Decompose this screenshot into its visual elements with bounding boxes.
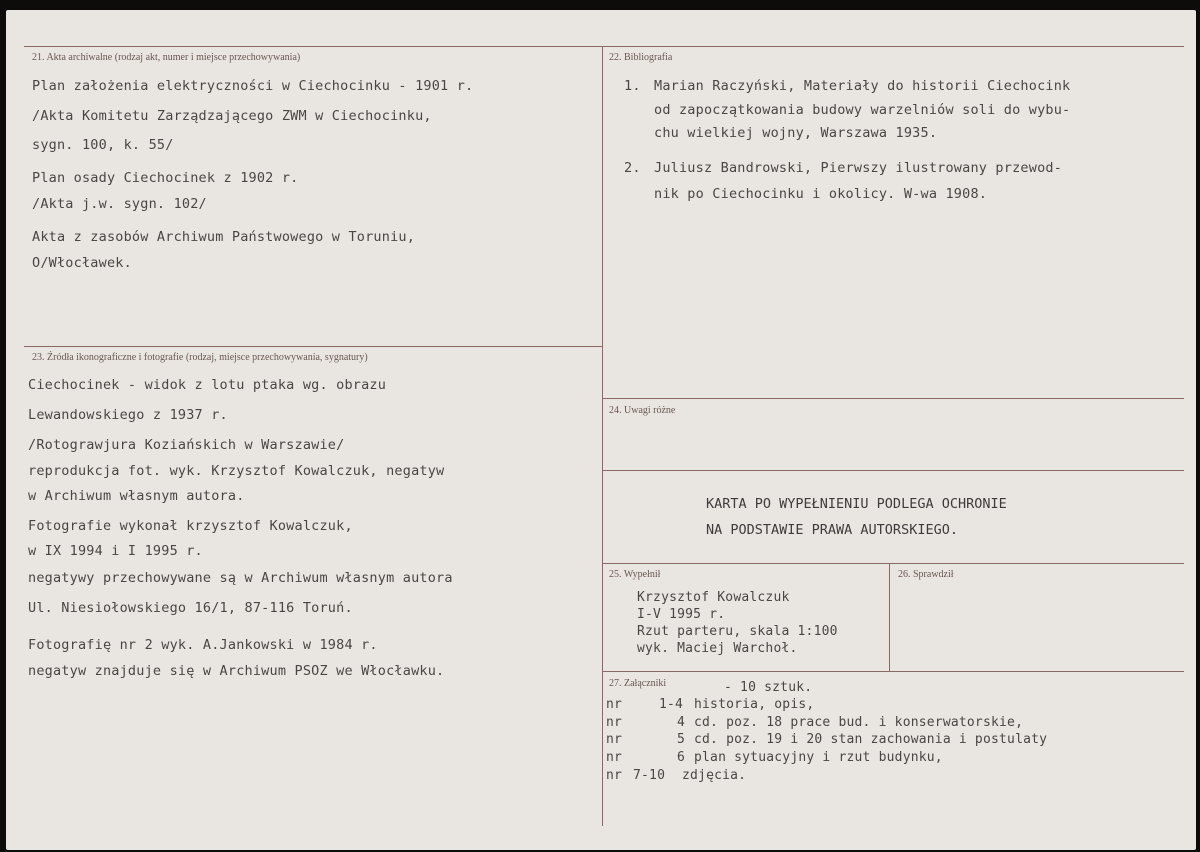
section-23-label: 23. Źródła ikonograficzne i fotografie (rodzaj, miejsce przechowywania, sygnatury) bbox=[32, 352, 368, 363]
archive-line-2: /Akta Komitetu Zarządzającego ZWM w Ciechocinku, bbox=[32, 108, 432, 124]
icono-line-6: Fotografie wykonał krzysztof Kowalczuk, bbox=[28, 518, 353, 534]
attachment-num-3: 5 bbox=[677, 732, 686, 747]
icono-line-11: negatyw znajduje się w Archiwum PSOZ we Włocławku. bbox=[28, 663, 445, 679]
attachment-nr-3: nr bbox=[606, 732, 623, 747]
top-border bbox=[24, 46, 1184, 47]
center-divider bbox=[602, 46, 603, 826]
attachment-num-2: 4 bbox=[677, 715, 686, 730]
copyright-notice-line-2: NA PODSTAWIE PRAWA AUTORSKIEGO. bbox=[706, 522, 958, 538]
bibliography-1-line-2: od zapoczątkowania budowy warzelniów soli do wybu- bbox=[654, 102, 1071, 118]
divider-25-27 bbox=[602, 671, 1184, 672]
attachment-nr-4: nr bbox=[606, 750, 623, 765]
archive-line-5: /Akta j.w. sygn. 102/ bbox=[32, 196, 207, 212]
archive-line-7: O/Włocławek. bbox=[32, 255, 132, 271]
bibliography-1-line-3: chu wielkiej wojny, Warszawa 1935. bbox=[654, 125, 938, 141]
divider-25-26 bbox=[889, 563, 890, 671]
divider-notice-25 bbox=[602, 563, 1184, 564]
filled-by-line-4: wyk. Maciej Warchoł. bbox=[637, 641, 798, 656]
divider-21-23 bbox=[24, 346, 602, 347]
filled-by-line-3: Rzut parteru, skala 1:100 bbox=[637, 624, 838, 639]
icono-line-3: /Rotograwjura Koziańskich w Warszawie/ bbox=[28, 437, 345, 453]
filled-by-line-1: Krzysztof Kowalczuk bbox=[637, 590, 790, 605]
icono-line-1: Ciechocinek - widok z lotu ptaka wg. obrazu bbox=[28, 377, 387, 393]
icono-line-9: Ul. Niesiołowskiego 16/1, 87-116 Toruń. bbox=[28, 600, 353, 616]
bibliography-number-2: 2. bbox=[624, 160, 641, 176]
icono-line-2: Lewandowskiego z 1937 r. bbox=[28, 407, 228, 423]
filled-by-line-2: I-V 1995 r. bbox=[637, 607, 726, 622]
section-24-label: 24. Uwagi różne bbox=[609, 405, 676, 416]
attachment-nr-5: nr bbox=[606, 768, 623, 783]
icono-line-5: w Archiwum własnym autora. bbox=[28, 488, 245, 504]
section-22-label: 22. Bibliografia bbox=[609, 52, 673, 63]
record-card bbox=[6, 10, 1196, 850]
icono-line-7: w IX 1994 i I 1995 r. bbox=[28, 543, 203, 559]
bibliography-1-line-1: Marian Raczyński, Materiały do historii Ciechocink bbox=[654, 78, 1071, 94]
attachment-num-4: 6 bbox=[677, 750, 686, 765]
icono-line-4: reprodukcja fot. wyk. Krzysztof Kowalczuk, negatyw bbox=[28, 463, 445, 479]
bibliography-2-line-1: Juliusz Bandrowski, Pierwszy ilustrowany przewod- bbox=[654, 160, 1063, 176]
archive-line-6: Akta z zasobów Archiwum Państwowego w Toruniu, bbox=[32, 229, 416, 245]
attachment-num-5: 7-10 bbox=[633, 768, 666, 783]
copyright-notice-line-1: KARTA PO WYPEŁNIENIU PODLEGA OCHRONIE bbox=[706, 496, 1007, 512]
section-21-label: 21. Akta archiwalne (rodzaj akt, numer i miejsce przechowywania) bbox=[32, 52, 301, 63]
divider-22-24 bbox=[602, 398, 1184, 399]
attachment-text-2: cd. poz. 18 prace bud. i konserwatorskie, bbox=[694, 715, 1024, 730]
icono-line-8: negatywy przechowywane są w Archiwum własnym autora bbox=[28, 570, 453, 586]
section-26-label: 26. Sprawdził bbox=[898, 569, 954, 580]
attachment-text-1: historia, opis, bbox=[694, 697, 815, 712]
divider-24-notice bbox=[602, 470, 1184, 471]
archive-line-1: Plan założenia elektryczności w Ciechocinku - 1901 r. bbox=[32, 78, 474, 94]
icono-line-10: Fotografię nr 2 wyk. A.Jankowski w 1984 r. bbox=[28, 637, 378, 653]
attachment-text-3: cd. poz. 19 i 20 stan zachowania i postulaty bbox=[694, 732, 1048, 747]
section-25-label: 25. Wypełnił bbox=[609, 569, 661, 580]
attachment-nr-1: nr bbox=[606, 697, 623, 712]
attachment-text-5: zdjęcia. bbox=[682, 768, 747, 783]
section-27-label: 27. Załączniki bbox=[609, 678, 667, 689]
bibliography-number-1: 1. bbox=[624, 78, 641, 94]
attachment-text-4: plan sytuacyjny i rzut budynku, bbox=[694, 750, 943, 765]
bibliography-2-line-2: nik po Ciechocinku i okolicy. W-wa 1908. bbox=[654, 186, 988, 202]
attachment-num-1: 1-4 bbox=[659, 697, 684, 712]
archive-line-4: Plan osady Ciechocinek z 1902 r. bbox=[32, 170, 299, 186]
archive-line-3: sygn. 100, k. 55/ bbox=[32, 137, 174, 153]
attachments-count: - 10 sztuk. bbox=[724, 680, 813, 695]
attachment-nr-2: nr bbox=[606, 715, 623, 730]
